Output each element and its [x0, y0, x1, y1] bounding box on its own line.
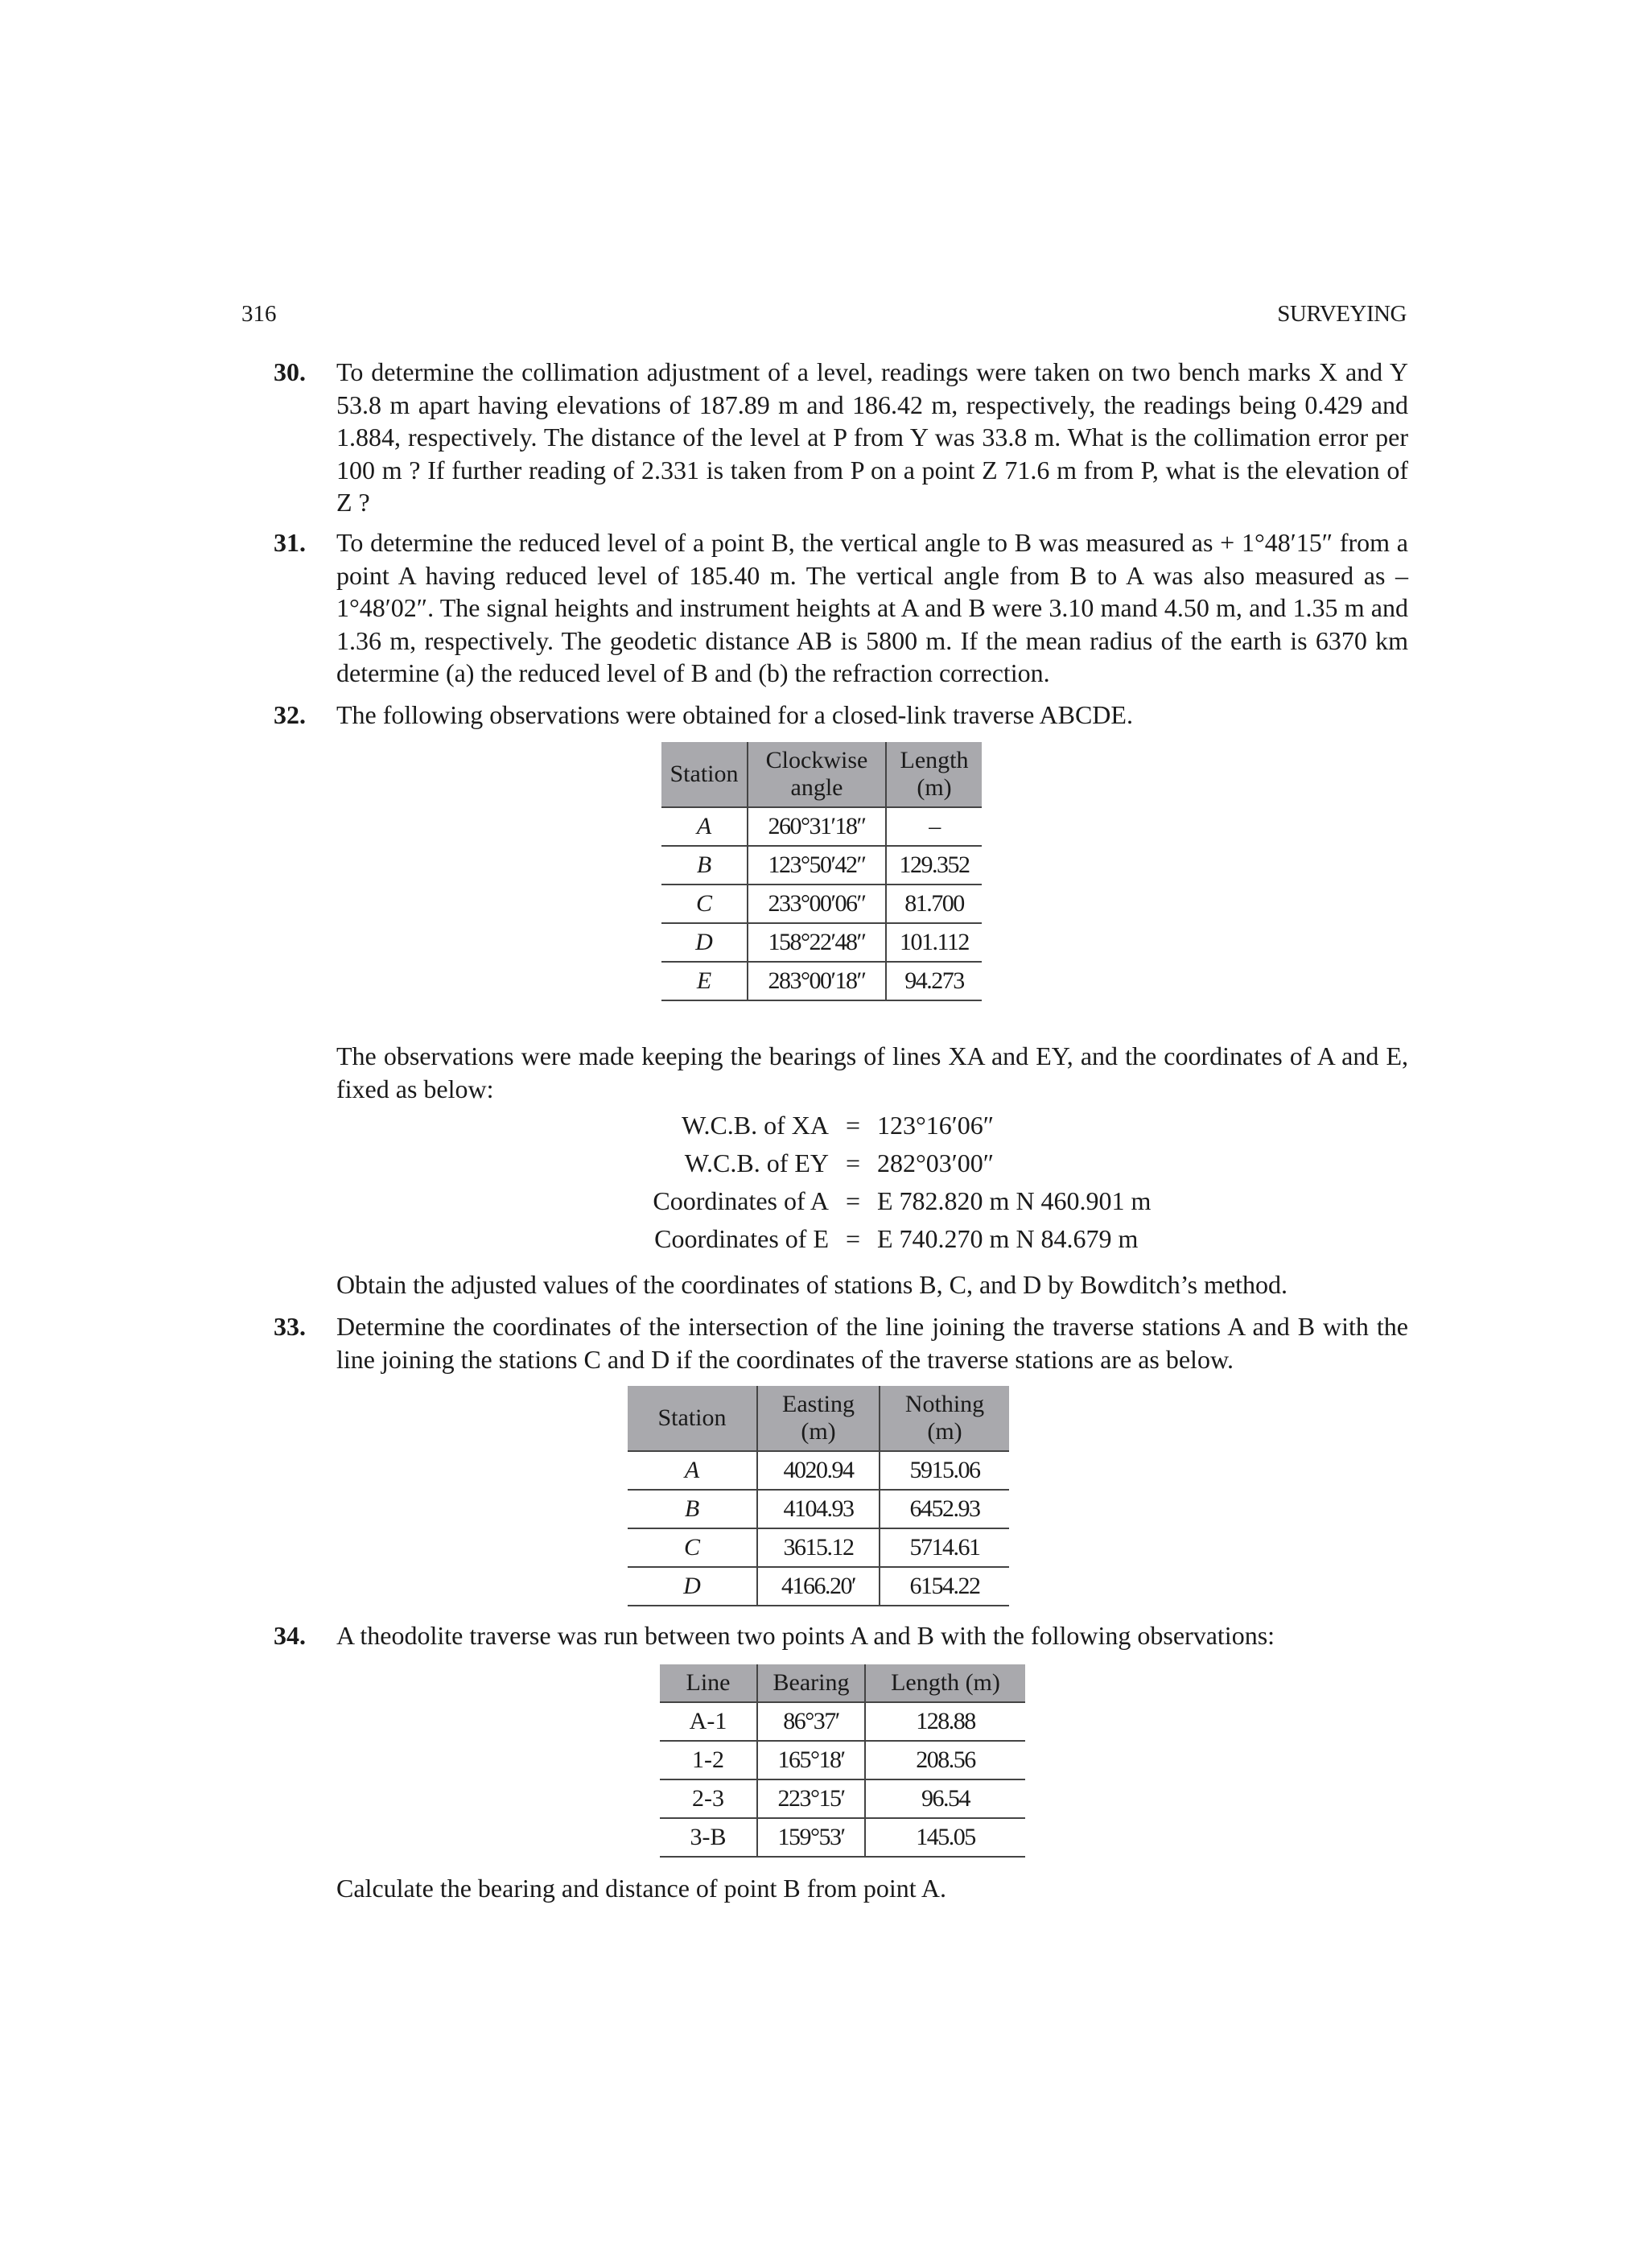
problem-number: 32.: [274, 700, 306, 729]
table-station-coordinates: [628, 1386, 1009, 1606]
problem-number: 34.: [274, 1621, 306, 1650]
fixed-row: [563, 1220, 1239, 1258]
problem-text: The following observations were obtained for a closed-link traverse ABCDE.: [336, 700, 1133, 729]
table-cell: 2-3: [660, 1779, 757, 1818]
problem-text: To determine the reduced level of a point B, the vertical angle to B was measured as + 1°48′15″ from a point A having reduced level of 185.40 m. The vertical angle from B to A was also measured as – 1°48′02″. The signal heights and instrument heights at A and B were 3.10 mand 4.50 m, and 1.35 m and 1.36 m, respectively. The geodetic distance AB is 5800 m. If the mean radius of the earth is 6370 km determine (a) the reduced level of B and (b) the refraction correction.: [336, 528, 1408, 687]
fixed-row: [563, 1107, 1239, 1144]
table-row: [660, 1702, 1025, 1741]
fixed-label: Coordinates of E: [654, 1224, 829, 1253]
equals-sign: =: [845, 1111, 861, 1140]
table-cell: C: [661, 885, 748, 923]
table-cell: –: [886, 807, 982, 846]
table-cell: A-1: [660, 1702, 757, 1741]
table-cell: 129.352: [886, 846, 982, 885]
fixed-value: 123°16′06″: [877, 1111, 995, 1140]
problem-34: [274, 1619, 1408, 1652]
problem-text: Determine the coordinates of the intersection of the line joining the traverse stations A and B with the line joining the stations C and D if the coordinates of the traverse stations are as below.: [336, 1312, 1408, 1374]
fixed-label: W.C.B. of XA: [682, 1111, 829, 1140]
table-cell: 283°00′18″: [748, 962, 886, 1000]
note-bowditch: Obtain the adjusted values of the coordinates of stations B, C, and D by Bowditch’s method.: [336, 1270, 1288, 1299]
fixed-value: 282°03′00″: [877, 1148, 995, 1177]
table-row: [628, 1451, 1009, 1490]
equals-sign: =: [845, 1148, 861, 1177]
column-header: Clockwise angle: [748, 742, 886, 807]
table-cell: 128.88: [865, 1702, 1025, 1741]
table-cell: A: [628, 1451, 757, 1490]
table-row: [661, 962, 982, 1000]
table-cell: 158°22′48″: [748, 923, 886, 962]
table-row: [661, 923, 982, 962]
running-head: SURVEYING: [1277, 301, 1407, 327]
column-header: Station: [661, 742, 748, 807]
table-row: [660, 1779, 1025, 1818]
table-row: [628, 1490, 1009, 1528]
table-cell: 5714.61: [880, 1528, 1009, 1567]
column-header: Station: [628, 1386, 757, 1451]
table-row: [660, 1818, 1025, 1857]
table-cell: 101.112: [886, 923, 982, 962]
problem-33: [274, 1310, 1408, 1375]
problem-number: 30.: [274, 357, 306, 386]
table-cell: B: [628, 1490, 757, 1528]
fixed-value: E 782.820 m N 460.901 m: [877, 1186, 1152, 1215]
table-cell: 223°15′: [757, 1779, 865, 1818]
equals-sign: =: [845, 1186, 861, 1215]
table-cell: 159°53′: [757, 1818, 865, 1857]
table-cell: 3-B: [660, 1818, 757, 1857]
note-final-question: Calculate the bearing and distance of point B from point A.: [336, 1874, 947, 1903]
table-cell: 208.56: [865, 1741, 1025, 1779]
table-cell: 96.54: [865, 1779, 1025, 1818]
table-cell: 6452.93: [880, 1490, 1009, 1528]
problem-text: A theodolite traverse was run between two points A and B with the following observations:: [336, 1621, 1275, 1650]
table-cell: C: [628, 1528, 757, 1567]
table-cell: D: [661, 923, 748, 962]
table-cell: 86°37′: [757, 1702, 865, 1741]
problem-30: [274, 356, 1408, 519]
table-row: [661, 846, 982, 885]
fixed-label: W.C.B. of EY: [684, 1148, 829, 1177]
equals-sign: =: [845, 1224, 861, 1253]
table-closed-link-traverse: [661, 742, 982, 1001]
table-cell: 94.273: [886, 962, 982, 1000]
table-cell: 1-2: [660, 1741, 757, 1779]
table-row: [660, 1741, 1025, 1779]
table-cell: 260°31′18″: [748, 807, 886, 846]
table-cell: B: [661, 846, 748, 885]
problem-number: 33.: [274, 1312, 306, 1341]
table-cell: 3615.12: [757, 1528, 880, 1567]
problem-text: To determine the collimation adjustment of a level, readings were taken on two bench marks X and Y 53.8 m apart having elevations of 187.89 m and 186.42 m, respectively, the readings being 0.429 and 1.884, respectively. The distance of the level at P from Y was 33.8 m. What is the collimation error per 100 m ? If further reading of 2.331 is taken from P on a point Z 71.6 m from P, what is the elevation of Z ?: [336, 357, 1408, 517]
column-header: Bearing: [757, 1664, 865, 1702]
fixed-row: [563, 1144, 1239, 1182]
page-number: 316: [241, 301, 277, 327]
table-row: [661, 807, 982, 846]
problem-32: [274, 699, 1408, 732]
column-header: Length (m): [865, 1664, 1025, 1702]
table-row: [628, 1528, 1009, 1567]
column-header: Line: [660, 1664, 757, 1702]
table-cell: 123°50′42″: [748, 846, 886, 885]
fixed-value: E 740.270 m N 84.679 m: [877, 1224, 1139, 1253]
table-cell: 4020.94: [757, 1451, 880, 1490]
table-cell: D: [628, 1567, 757, 1606]
column-header: Easting (m): [757, 1386, 880, 1451]
problem-number: 31.: [274, 528, 306, 557]
table-cell: 81.700: [886, 885, 982, 923]
fixed-values: [563, 1107, 1239, 1258]
table-row: [628, 1567, 1009, 1606]
note-fixed-bearings: The observations were made keeping the bearings of lines XA and EY, and the coordinates of A and E, fixed as below:: [336, 1041, 1408, 1103]
problem-31: [274, 526, 1408, 690]
table-cell: E: [661, 962, 748, 1000]
fixed-label: Coordinates of A: [653, 1186, 829, 1215]
table-cell: 5915.06: [880, 1451, 1009, 1490]
table-theodolite-traverse: [660, 1664, 1025, 1858]
table-cell: 165°18′: [757, 1741, 865, 1779]
column-header: Nothing (m): [880, 1386, 1009, 1451]
table-cell: 145.05: [865, 1818, 1025, 1857]
table-row: [661, 885, 982, 923]
table-cell: A: [661, 807, 748, 846]
fixed-row: [563, 1182, 1239, 1220]
table-cell: 4166.20′: [757, 1567, 880, 1606]
table-cell: 6154.22: [880, 1567, 1009, 1606]
table-cell: 233°00′06″: [748, 885, 886, 923]
table-cell: 4104.93: [757, 1490, 880, 1528]
column-header: Length (m): [886, 742, 982, 807]
